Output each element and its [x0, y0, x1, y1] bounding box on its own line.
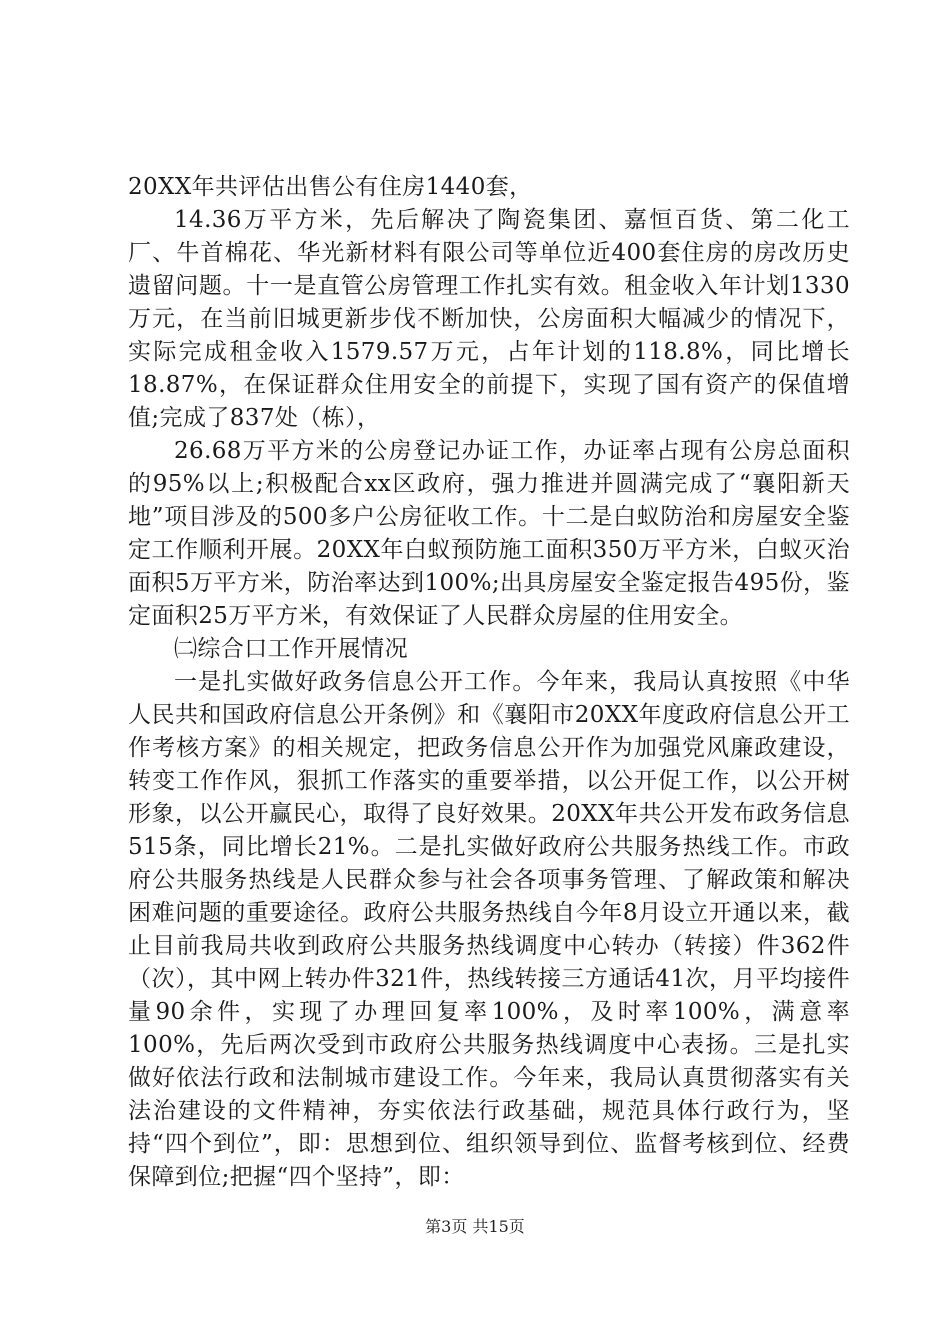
page-number-footer: 第3页 共15页	[425, 1217, 525, 1236]
paragraph-4: 一是扎实做好政务信息公开工作。今年来，我局认真按照《中华人民共和国政府信息公开条例》和《襄阳市20XX年度政府信息公开工作考核方案》的相关规定，把政务信息公开作为加强党风廉政建设，转变工作作风，狠抓工作落实的重要举措，以公开促工作，以公开树形象，以公开赢民心，取得了良好效果。20XX年共公开发布政务信息515条，同比增长21%。二是扎实做好政府公共服务热线工作。市政府公共服务热线是人民群众参与社会各项事务管理、了解政策和解决困难问题的重要途径。政府公共服务热线自今年8月设立开通以来，截止目前我局共收到政府公共服务热线调度中心转办（转接）件362件（次），其中网上转办件321件，热线转接三方通话41次，月平均接件量90余件，实现了办理回复率100%，及时率100%，满意率100%，先后两次受到市政府公共服务热线调度中心表扬。三是扎实做好依法行政和法制城市建设工作。今年来，我局认真贯彻落实有关法治建设的文件精神，夯实依法行政基础，规范具体行政行为，坚持“四个到位”，即：思想到位、组织领导到位、监督考核到位、经费保障到位;把握“四个坚持”，即：	[128, 669, 850, 1190]
document-body	[128, 171, 850, 1194]
paragraph-1: 20XX年共评估出售公有住房1440套，	[128, 174, 533, 200]
paragraph-3: 26.68万平方米的公房登记办证工作，办证率占现有公房总面积的95%以上;积极配合xx区政府，强力推进并圆满完成了“襄阳新天地”项目涉及的500多户公房征收工作。十二是白蚁防治和房屋安全鉴定工作顺利开展。20XX年白蚁预防施工面积350万平方米，白蚁灭治面积5万平方米，防治率达到100%;出具房屋安全鉴定报告495份，鉴定面积25万平方米，有效保证了人民群众房屋的住用安全。	[128, 438, 850, 629]
section-heading: ㈡综合口工作开展情况	[174, 636, 408, 662]
paragraph-2: 14.36万平方米，先后解决了陶瓷集团、嘉恒百货、第二化工厂、牛首棉花、华光新材料有限公司等单位近400套住房的房改历史遗留问题。十一是直管公房管理工作扎实有效。租金收入年计划1330万元，在当前旧城更新步伐不断加快，公房面积大幅减少的情况下，实际完成租金收入1579.57万元，占年计划的118.8%，同比增长18.87%，在保证群众住用安全的前提下，实现了国有资产的保值增值;完成了837处（栋），	[128, 207, 850, 431]
